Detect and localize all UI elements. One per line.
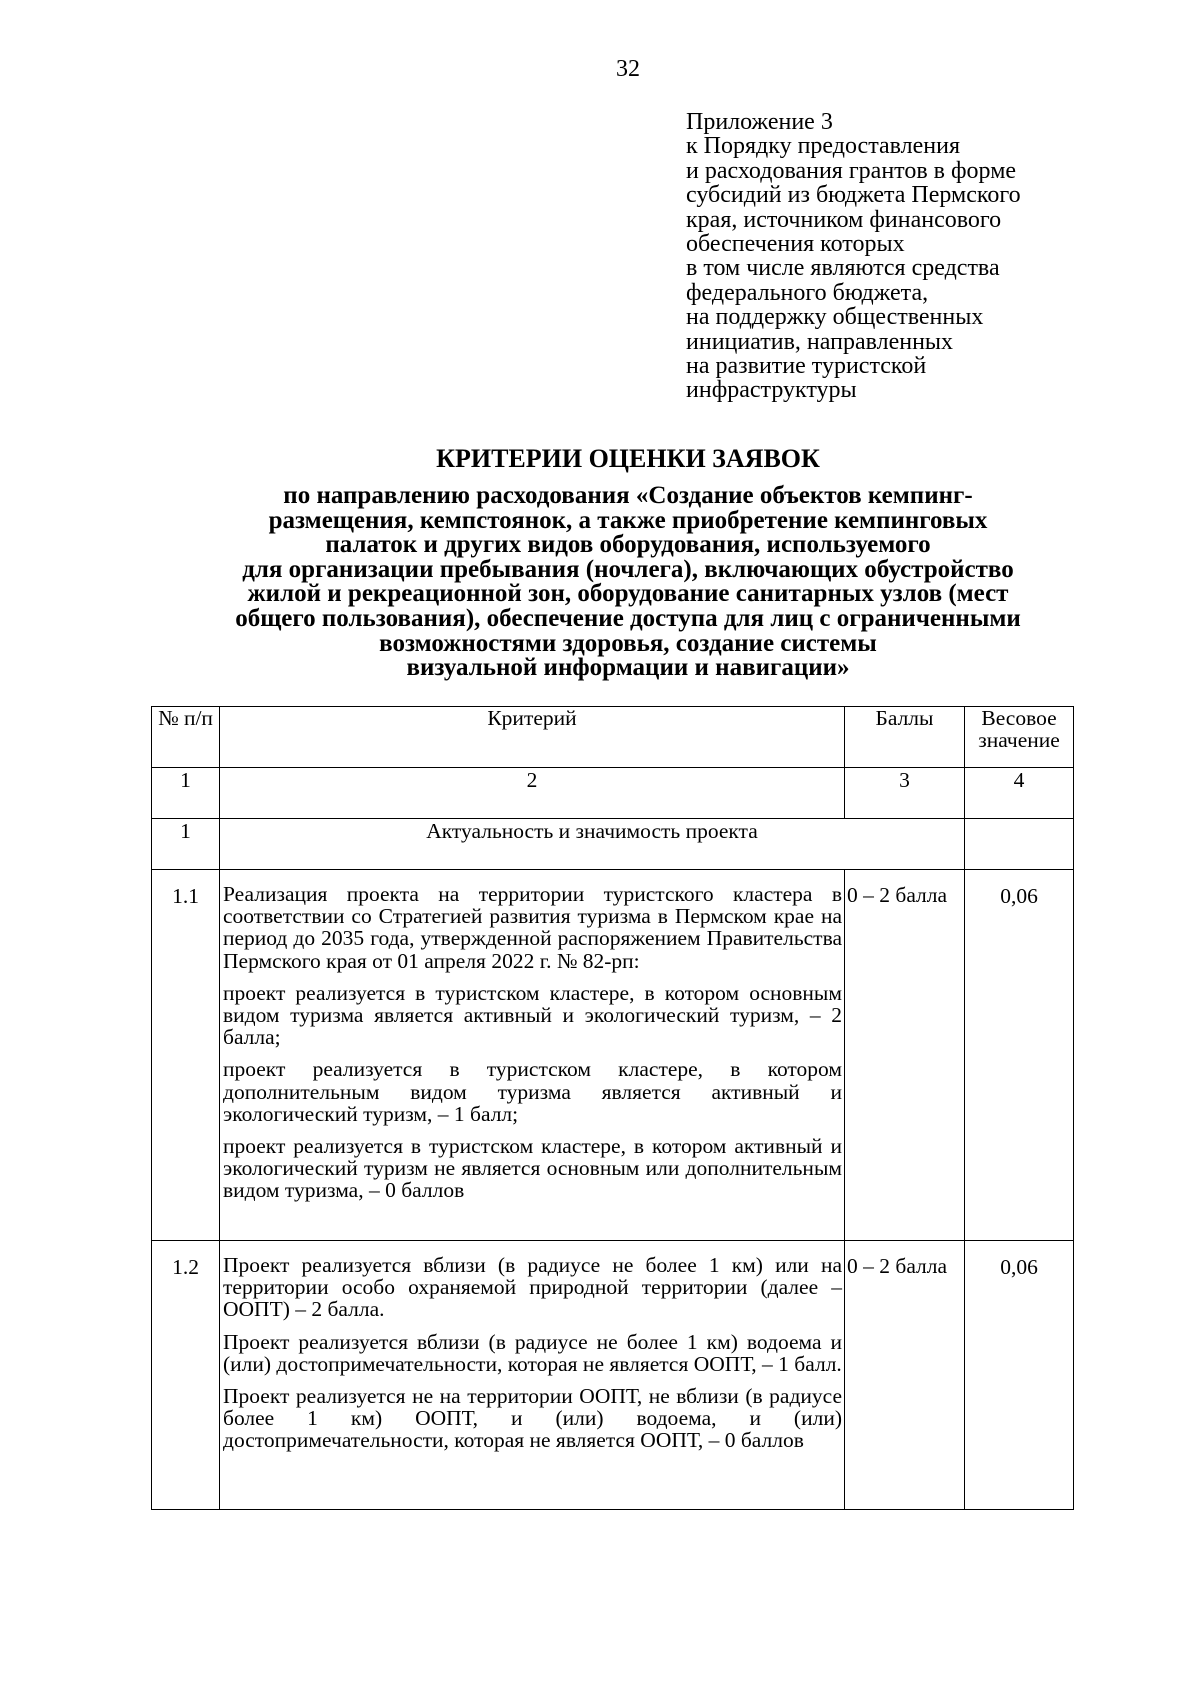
row-num-cell: [152, 1241, 220, 1510]
table-header-row: [152, 707, 1074, 768]
appendix-line: Приложение 3: [686, 109, 833, 135]
section-num: 1: [152, 819, 220, 870]
row-criterion: [220, 1241, 844, 1452]
row-num: 1.2: [172, 1255, 199, 1279]
criterion-paragraph: проект реализуется в туристском кластере, в котором основным видом туризма является активный и экологический туризм, – 2 балла;: [223, 980, 842, 1050]
row-weight: 0,06: [1000, 884, 1038, 908]
row-num: 1.1: [172, 884, 199, 908]
criterion-paragraph: проект реализуется в туристском кластере, в котором дополнительным видом туризма является активный и экологический туризм, – 1 балл;: [223, 1057, 842, 1126]
index-cell: 2: [220, 768, 845, 819]
appendix-line: на поддержку общественных: [686, 304, 984, 331]
subtitle-line: возможностями здоровья, создание системы: [379, 629, 877, 657]
appendix-line: субсидий из бюджета Пермского: [686, 182, 1021, 209]
row-criterion-cell: [220, 1241, 845, 1510]
appendix-line: края, источником финансового: [686, 206, 1002, 233]
criterion-paragraph: Проект реализуется не на территории ООПТ, не вблизи (в радиусе более 1 км) ООПТ, и (или) водоема, и (или) достопримечательности, которая не является ООПТ, – 0 баллов: [223, 1384, 842, 1453]
page-number: 32: [616, 56, 640, 82]
index-cell: 1: [152, 768, 220, 819]
appendix-line: инфраструктуры: [686, 377, 857, 404]
table-row: [152, 1241, 1074, 1510]
row-score-cell: [845, 870, 965, 1241]
appendix-line: и расходования грантов в форме: [686, 157, 1017, 184]
section-weight-empty: [965, 819, 1074, 870]
appendix-line: обеспечения которых: [686, 231, 905, 258]
subtitle-line: по направлению расходования «Создание объектов кемпинг-: [283, 482, 973, 509]
header-weight: Весовое значение: [965, 707, 1074, 768]
appendix-reference: [686, 110, 1106, 403]
row-weight: 0,06: [1000, 1255, 1038, 1279]
subtitle-line: для организации пребывания (ночлега), включающих обустройство: [242, 555, 1014, 583]
row-score-cell: [845, 1241, 965, 1510]
subtitle-line: палаток и других видов оборудования, используемого: [325, 531, 931, 559]
criteria-table: [151, 706, 1074, 1510]
document-subtitle: [140, 484, 1116, 681]
criterion-paragraph: Проект реализуется вблизи (в радиусе не более 1 км) или на территории особо охраняемой природной территории (далее – ООПТ) – 2 балла.: [223, 1253, 842, 1322]
index-cell: 4: [965, 768, 1074, 819]
criterion-paragraph: Реализация проекта на территории туристского кластера в соответствии со Стратегией развития туризма в Пермском крае на период до 2035 года, утвержденной распоряжением Правительства Пермского края от 01 апреля 2022 г. № 82-рп:: [223, 882, 842, 973]
document-title: КРИТЕРИИ ОЦЕНКИ ЗАЯВОК: [436, 444, 820, 473]
row-weight-cell: [965, 1241, 1074, 1510]
header-score: Баллы: [845, 707, 965, 768]
row-score: 0 – 2 балла: [847, 1254, 948, 1278]
table-index-row: [152, 768, 1074, 819]
subtitle-line: общего пользования), обеспечение доступа для лиц с ограниченными: [235, 604, 1021, 632]
criterion-paragraph: проект реализуется в туристском кластере, в котором активный и экологический туризм не является основным или дополнительным видом туризма, – 0 баллов: [223, 1134, 842, 1203]
header-criterion: Критерий: [220, 707, 845, 768]
row-weight-cell: [965, 870, 1074, 1241]
header-num: № п/п: [152, 707, 220, 768]
row-criterion-cell: [220, 870, 845, 1241]
appendix-line: на развитие туристской: [686, 353, 927, 380]
row-num-cell: [152, 870, 220, 1241]
appendix-line: федерального бюджета,: [686, 279, 929, 306]
index-cell: 3: [845, 768, 965, 819]
row-score: 0 – 2 балла: [847, 883, 948, 907]
appendix-line: в том числе являются средства: [686, 255, 1000, 282]
row-criterion: [220, 870, 844, 1202]
appendix-line: к Порядку предоставления: [686, 133, 961, 160]
table-section-row: [152, 819, 1074, 870]
appendix-line: инициатив, направленных: [686, 328, 954, 355]
criterion-paragraph: Проект реализуется вблизи (в радиусе не более 1 км) водоема и (или) достопримечательности, которая не является ООПТ, – 1 балл.: [223, 1329, 842, 1376]
subtitle-line: размещения, кемпстоянок, а также приобретение кемпинговых: [268, 506, 988, 534]
subtitle-line: визуальной информации и навигации»: [406, 654, 850, 682]
section-title: Актуальность и значимость проекта: [220, 819, 965, 870]
subtitle-line: жилой и рекреационной зон, оборудование санитарных узлов (мест: [247, 580, 1009, 608]
table-row: [152, 870, 1074, 1241]
